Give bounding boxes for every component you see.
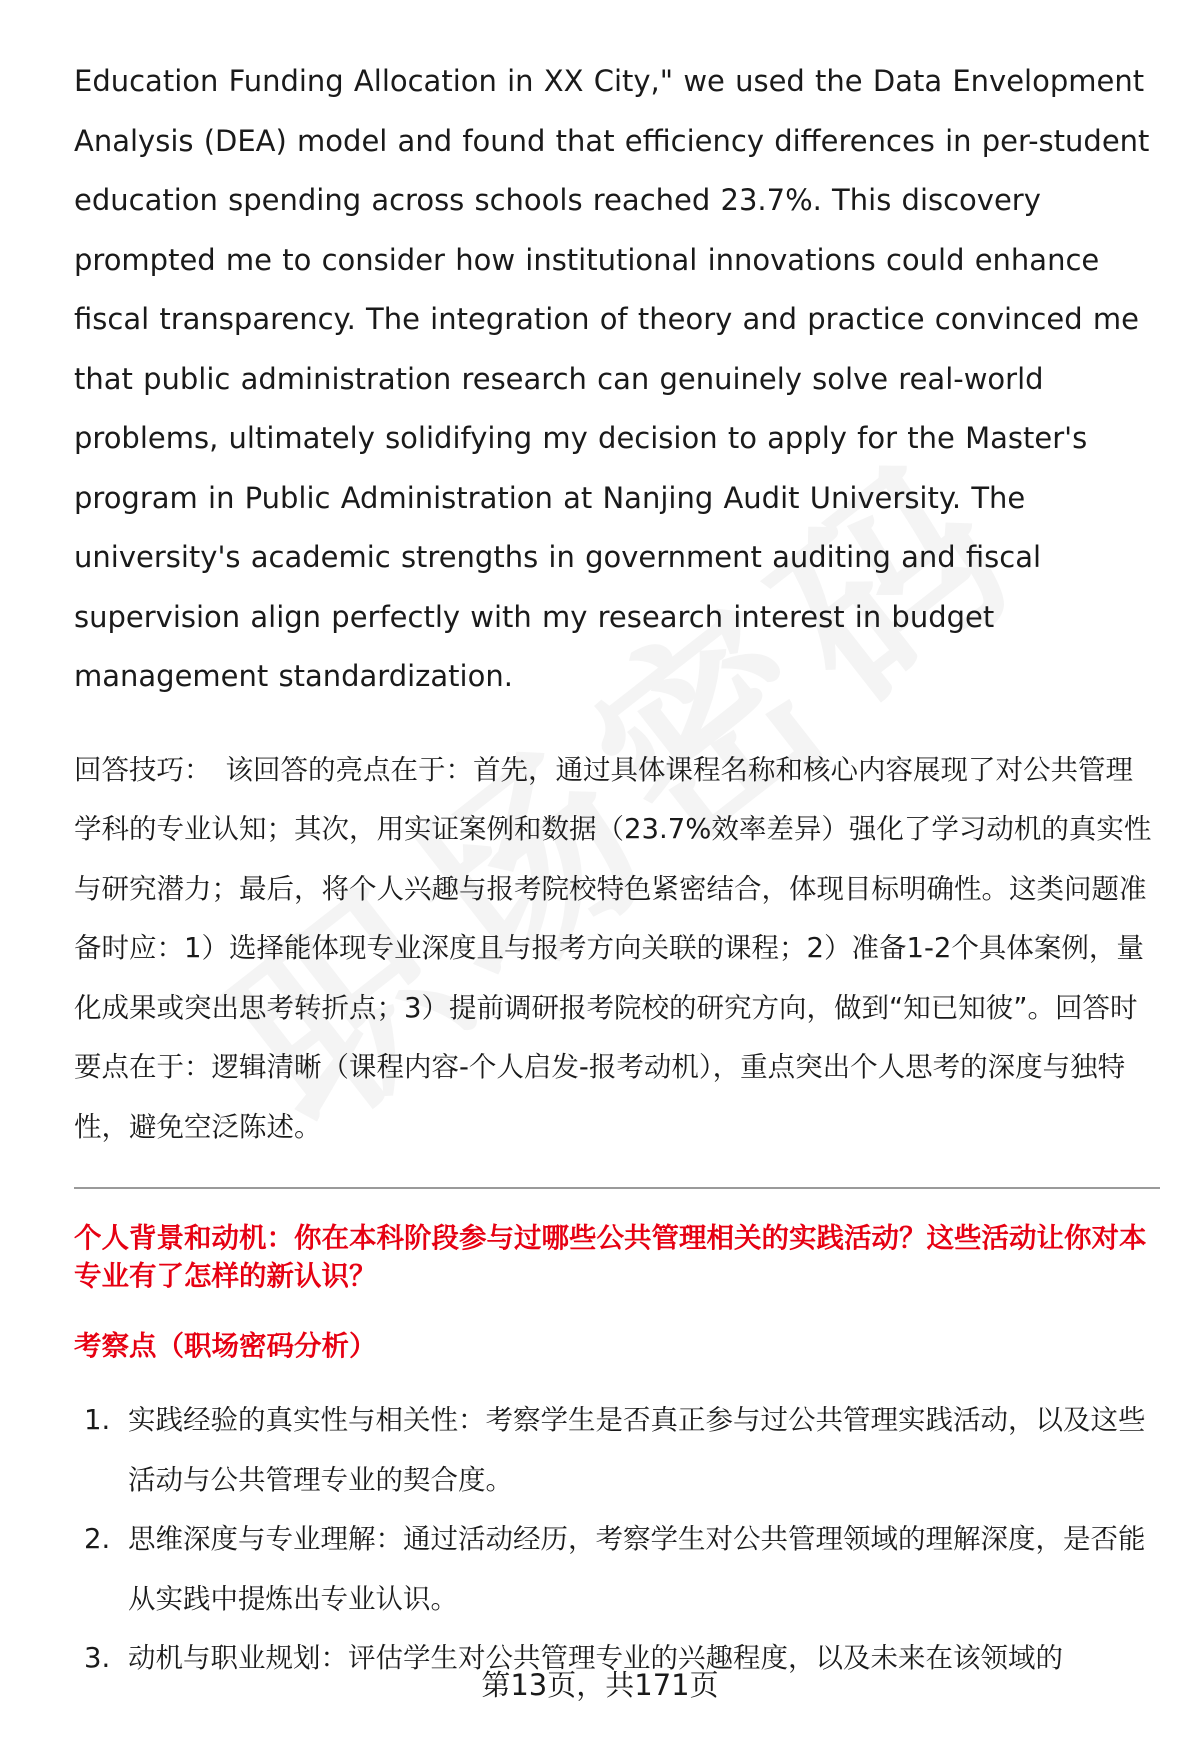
list-item <box>74 1391 1160 1510</box>
list-item <box>74 1510 1160 1629</box>
list-item-text: 动机与职业规划：评估学生对公共管理专业的兴趣程度，以及未来在该领域的 <box>128 1642 1063 1674</box>
list-item-number: 3. <box>84 1642 111 1674</box>
question-heading: 个人背景和动机：你在本科阶段参与过哪些公共管理相关的实践活动？这些活动让你对本专业有了怎样的新认识？ <box>74 1222 1147 1292</box>
list-item-number: 2. <box>84 1523 111 1555</box>
english-answer-paragraph: Education Funding Allocation in XX City," we used the Data Envelopment Analysis (DEA) model and found that efficiency differences in per-student education spending across schools reached 23.7%. This discovery prompted me to consider how institutional innovations could enhance fiscal transparency. The integration of theory and practice convinced me that public administration research can genuinely solve real-world problems, ultimately solidifying my decision to apply for the Master's program in Public Administration at Nanjing Audit University. The university's academic strengths in government auditing and fiscal supervision align perfectly with my research interest in budget management standardization. <box>74 64 1150 693</box>
page-number-footer: 第13页，共171页 <box>481 1668 719 1702</box>
list-item-text: 思维深度与专业理解：通过活动经历，考察学生对公共管理领域的理解深度，是否能从实践中提炼出专业认识。 <box>128 1523 1146 1615</box>
page-content <box>74 52 1160 1689</box>
tips-label: 回答技巧： <box>74 753 212 786</box>
tips-text: 该回答的亮点在于：首先，通过具体课程名称和核心内容展现了对公共管理学科的专业认知；其次，用实证案例和数据（23.7%效率差异）强化了学习动机的真实性与研究潜力；最后，将个人兴趣与报考院校特色紧密结合，体现目标明确性。这类问题准备时应：1）选择能体现专业深度且与报考方向关联的课程；2）准备1-2个具体案例，量化成果或突出思考转折点；3）提前调研报考院校的研究方向，做到“知已知彼”。回答时要点在于：逻辑清晰（课程内容-个人启发-报考动机），重点突出个人思考的深度与独特性，避免空泛陈述。 <box>74 753 1152 1143</box>
section-divider <box>74 1187 1160 1189</box>
list-item-number: 1. <box>84 1404 111 1436</box>
list-item-text: 实践经验的真实性与相关性：考察学生是否真正参与过公共管理实践活动，以及这些活动与公共管理专业的契合度。 <box>128 1404 1146 1496</box>
assessment-subheading: 考察点（职场密码分析） <box>74 1330 377 1362</box>
assessment-points-list <box>74 1391 1160 1689</box>
answer-tips-paragraph <box>74 741 1160 1158</box>
